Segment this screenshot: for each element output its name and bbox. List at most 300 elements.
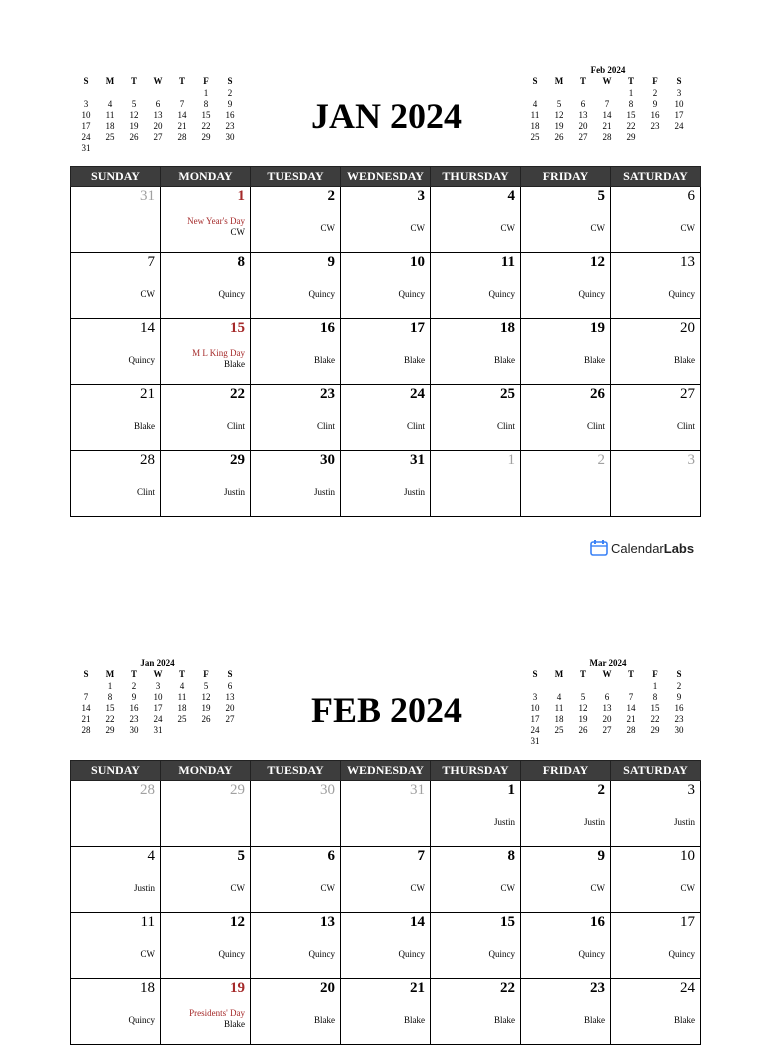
assignee-label: CW [320, 883, 335, 893]
day-number: 25 [500, 386, 515, 402]
day-number: 16 [590, 914, 605, 930]
assignee-label: Clint [136, 487, 155, 497]
calendar-logo-icon [590, 540, 608, 556]
day-number: 13 [320, 914, 335, 930]
day-number: 8 [237, 254, 245, 270]
day-number: 24 [410, 386, 425, 402]
assignee-label: Clint [676, 421, 695, 431]
mini-day: 21 [626, 714, 636, 724]
mini-weekday-header: T [178, 669, 185, 679]
assignee-label: Blake [404, 355, 425, 365]
mini-day: 6 [227, 681, 233, 691]
day-number: 16 [320, 320, 335, 336]
weekday-header: MONDAY [161, 167, 251, 187]
day-number: 2 [327, 188, 335, 204]
month-grid [70, 760, 701, 1045]
assignee-label: CW [410, 223, 425, 233]
mini-day: 21 [602, 121, 612, 131]
day-cell[interactable] [71, 913, 161, 979]
mini-day: 1 [652, 681, 658, 691]
day-cell[interactable] [611, 385, 701, 451]
mini-day: 13 [578, 110, 588, 120]
mini-day: 19 [554, 121, 564, 131]
day-cell[interactable] [161, 847, 251, 913]
assignee-label: CW [140, 289, 155, 299]
mini-weekday-header: M [554, 669, 564, 679]
week-row [71, 319, 701, 385]
day-cell[interactable] [71, 979, 161, 1045]
mini-weekday-header: W [153, 76, 163, 86]
day-cell[interactable] [341, 781, 431, 847]
day-number: 6 [327, 848, 335, 864]
week-row [71, 781, 701, 847]
day-number: 9 [597, 848, 605, 864]
day-cell[interactable] [431, 319, 521, 385]
day-cell[interactable] [521, 253, 611, 319]
day-number: 17 [410, 320, 425, 336]
mini-day: 7 [179, 99, 185, 109]
mini-day: 26 [129, 132, 139, 142]
mini-day: 31 [153, 725, 163, 735]
assignee-label: Blake [224, 359, 245, 369]
mini-day: 25 [105, 132, 115, 142]
mini-calendar-title: Jan 2024 [140, 658, 175, 668]
day-cell[interactable] [251, 979, 341, 1045]
mini-day: 25 [530, 132, 540, 142]
mini-day: 6 [580, 99, 586, 109]
week-row [71, 253, 701, 319]
day-cell[interactable] [161, 385, 251, 451]
weekday-header: SUNDAY [71, 167, 161, 187]
weekday-header: MONDAY [161, 761, 251, 781]
assignee-label: Clint [496, 421, 515, 431]
mini-day: 14 [602, 110, 612, 120]
assignee-label: Justin [133, 883, 155, 893]
mini-day: 4 [556, 692, 562, 702]
mini-day: 4 [107, 99, 113, 109]
calendarlabs-brand[interactable] [590, 539, 694, 557]
mini-day: 10 [674, 99, 684, 109]
mini-weekday-header: T [130, 669, 137, 679]
assignee-label: Blake [674, 355, 695, 365]
day-number: 13 [680, 254, 695, 270]
mini-day: 6 [155, 99, 161, 109]
mini-day: 2 [131, 681, 137, 691]
day-cell[interactable] [251, 781, 341, 847]
day-number: 26 [590, 386, 605, 402]
day-cell[interactable] [71, 781, 161, 847]
mini-day: 16 [674, 703, 684, 713]
day-cell[interactable] [521, 187, 611, 253]
mini-calendar-title: Feb 2024 [590, 65, 626, 75]
mini-day: 8 [628, 99, 634, 109]
mini-weekday-header: M [105, 76, 115, 86]
assignee-label: Clint [406, 421, 425, 431]
day-number: 28 [140, 782, 155, 798]
mini-day: 23 [674, 714, 684, 724]
mini-day: 3 [83, 99, 89, 109]
day-number: 5 [597, 188, 605, 204]
day-cell[interactable] [431, 451, 521, 517]
mini-day: 23 [650, 121, 660, 131]
mini-day: 29 [201, 132, 211, 142]
mini-day: 27 [602, 725, 612, 735]
week-row [71, 913, 701, 979]
mini-day: 14 [626, 703, 636, 713]
day-cell[interactable] [431, 385, 521, 451]
mini-day: 16 [650, 110, 660, 120]
weekday-header: SATURDAY [611, 761, 701, 781]
mini-day: 7 [604, 99, 610, 109]
mini-weekday-header: T [130, 76, 137, 86]
day-number: 28 [140, 452, 155, 468]
mini-weekday-header: W [602, 669, 612, 679]
day-number: 15 [230, 320, 245, 336]
weekday-header: SATURDAY [611, 167, 701, 187]
day-number: 21 [410, 980, 425, 996]
mini-day: 18 [177, 703, 187, 713]
day-cell[interactable] [341, 913, 431, 979]
assignee-label: Quincy [398, 289, 425, 299]
weekday-header-row [71, 167, 701, 187]
day-cell[interactable] [341, 847, 431, 913]
day-number: 27 [680, 386, 695, 402]
assignee-label: CW [230, 227, 245, 237]
assignee-label: CW [230, 883, 245, 893]
day-number: 12 [590, 254, 605, 270]
mini-day: 25 [177, 714, 187, 724]
mini-day: 30 [129, 725, 139, 735]
brand-name-light: Calendar [611, 540, 664, 556]
mini-day: 2 [676, 681, 682, 691]
day-cell[interactable] [161, 781, 251, 847]
day-number: 31 [410, 782, 425, 798]
assignee-label: Quincy [398, 949, 425, 959]
day-cell[interactable] [521, 319, 611, 385]
mini-calendar-title: Mar 2024 [589, 658, 627, 668]
day-number: 21 [140, 386, 155, 402]
mini-day: 21 [177, 121, 187, 131]
mini-day: 14 [81, 703, 91, 713]
assignee-label: Blake [314, 355, 335, 365]
mini-day: 17 [674, 110, 684, 120]
mini-day: 11 [177, 692, 187, 702]
weekday-header: WEDNESDAY [341, 761, 431, 781]
weekday-header-row [71, 761, 701, 781]
day-number: 2 [597, 452, 605, 468]
day-number: 10 [410, 254, 425, 270]
mini-day: 26 [554, 132, 564, 142]
day-number: 18 [500, 320, 515, 336]
mini-day: 5 [580, 692, 586, 702]
mini-weekday-header: M [105, 669, 115, 679]
weekday-header: THURSDAY [431, 761, 521, 781]
mini-day: 7 [83, 692, 89, 702]
mini-day: 15 [626, 110, 636, 120]
mini-day: 2 [652, 88, 658, 98]
assignee-label: Quincy [218, 949, 245, 959]
assignee-label: Blake [314, 1015, 335, 1025]
day-number: 30 [320, 452, 335, 468]
assignee-label: Blake [134, 421, 155, 431]
assignee-label: CW [140, 949, 155, 959]
day-cell[interactable] [251, 451, 341, 517]
mini-day: 10 [153, 692, 163, 702]
mini-day: 24 [153, 714, 163, 724]
assignee-label: Justin [223, 487, 245, 497]
day-cell[interactable] [611, 187, 701, 253]
assignee-label: Justin [313, 487, 335, 497]
day-cell[interactable] [251, 913, 341, 979]
day-number: 3 [417, 188, 425, 204]
mini-day: 29 [650, 725, 660, 735]
mini-day: 29 [626, 132, 636, 142]
mini-day: 12 [554, 110, 564, 120]
day-cell[interactable] [521, 451, 611, 517]
day-cell[interactable] [341, 979, 431, 1045]
mini-day: 26 [578, 725, 588, 735]
mini-weekday-header: T [627, 669, 634, 679]
day-number: 30 [320, 782, 335, 798]
day-number: 2 [597, 782, 605, 798]
mini-calendar-prev [77, 65, 238, 160]
assignee-label: Quincy [488, 289, 515, 299]
day-number: 22 [230, 386, 245, 402]
day-cell[interactable] [251, 187, 341, 253]
day-number: 4 [507, 188, 515, 204]
mini-day: 22 [201, 121, 211, 131]
assignee-label: Blake [494, 355, 515, 365]
mini-day: 3 [676, 88, 682, 98]
day-number: 29 [230, 452, 245, 468]
mini-day: 30 [225, 132, 235, 142]
assignee-label: Blake [674, 1015, 695, 1025]
day-cell[interactable] [431, 187, 521, 253]
day-cell[interactable] [611, 979, 701, 1045]
day-cell[interactable] [161, 913, 251, 979]
day-cell[interactable] [611, 451, 701, 517]
mini-day: 16 [225, 110, 235, 120]
day-number: 20 [680, 320, 695, 336]
mini-day: 9 [227, 99, 233, 109]
assignee-label: CW [320, 223, 335, 233]
day-cell[interactable] [161, 979, 251, 1045]
mini-day: 12 [578, 703, 588, 713]
mini-day: 1 [203, 88, 209, 98]
mini-day: 26 [201, 714, 211, 724]
mini-day: 18 [530, 121, 540, 131]
mini-weekday-header: T [178, 76, 185, 86]
mini-day: 13 [602, 703, 612, 713]
mini-weekday-header: S [532, 76, 538, 86]
weekday-header: TUESDAY [251, 167, 341, 187]
weekday-header: FRIDAY [521, 761, 611, 781]
mini-weekday-header: F [652, 669, 658, 679]
mini-weekday-header: F [203, 669, 209, 679]
mini-day: 9 [676, 692, 682, 702]
day-cell[interactable] [431, 979, 521, 1045]
assignee-label: Quincy [668, 289, 695, 299]
assignee-label: Quincy [578, 949, 605, 959]
mini-day: 25 [554, 725, 564, 735]
mini-day: 20 [602, 714, 612, 724]
holiday-label: Presidents' Day [189, 1008, 245, 1018]
assignee-label: CW [680, 883, 695, 893]
week-row [71, 385, 701, 451]
mini-calendar-next [526, 65, 690, 150]
day-number: 3 [687, 452, 695, 468]
mini-day: 18 [554, 714, 564, 724]
day-cell[interactable] [521, 913, 611, 979]
day-number: 24 [680, 980, 695, 996]
week-row [71, 847, 701, 913]
day-cell[interactable] [251, 385, 341, 451]
mini-day: 24 [530, 725, 540, 735]
day-cell[interactable] [71, 385, 161, 451]
day-cell[interactable] [71, 451, 161, 517]
day-cell[interactable] [431, 781, 521, 847]
day-number: 19 [590, 320, 605, 336]
week-row [71, 979, 701, 1045]
mini-day: 28 [177, 132, 187, 142]
mini-day: 21 [81, 714, 91, 724]
mini-weekday-header: S [227, 669, 233, 679]
day-cell[interactable] [521, 781, 611, 847]
mini-weekday-header: T [579, 669, 586, 679]
assignee-label: CW [590, 883, 605, 893]
mini-day: 16 [129, 703, 139, 713]
day-cell[interactable] [251, 319, 341, 385]
assignee-label: Justin [493, 817, 515, 827]
assignee-label: Quincy [128, 1015, 155, 1025]
mini-weekday-header: S [676, 669, 682, 679]
day-number: 15 [500, 914, 515, 930]
day-cell[interactable] [521, 847, 611, 913]
month-title: JAN 2024 [311, 96, 462, 136]
day-cell[interactable] [431, 847, 521, 913]
day-cell[interactable] [71, 253, 161, 319]
day-cell[interactable] [71, 319, 161, 385]
day-cell[interactable] [611, 319, 701, 385]
month-grid [70, 166, 701, 517]
mini-day: 27 [578, 132, 588, 142]
assignee-label: CW [590, 223, 605, 233]
day-cell[interactable] [611, 781, 701, 847]
mini-day: 12 [129, 110, 139, 120]
brand-name-bold: Labs [663, 540, 695, 556]
day-number: 20 [320, 980, 335, 996]
assignee-label: Quincy [218, 289, 245, 299]
day-cell[interactable] [341, 319, 431, 385]
mini-day: 11 [554, 703, 564, 713]
mini-day: 1 [107, 681, 113, 691]
mini-day: 23 [225, 121, 235, 131]
day-cell[interactable] [341, 451, 431, 517]
mini-day: 20 [578, 121, 588, 131]
mini-day: 6 [604, 692, 610, 702]
mini-day: 4 [532, 99, 538, 109]
mini-weekday-header: T [579, 76, 586, 86]
day-cell[interactable] [341, 253, 431, 319]
week-row [71, 451, 701, 517]
day-cell[interactable] [251, 847, 341, 913]
day-cell[interactable] [611, 253, 701, 319]
assignee-label: CW [680, 223, 695, 233]
mini-day: 11 [105, 110, 115, 120]
day-cell[interactable] [431, 913, 521, 979]
mini-day: 29 [105, 725, 115, 735]
assignee-label: Justin [403, 487, 425, 497]
assignee-label: Quincy [488, 949, 515, 959]
day-cell[interactable] [161, 451, 251, 517]
mini-day: 18 [105, 121, 115, 131]
mini-day: 9 [131, 692, 137, 702]
mini-day: 12 [201, 692, 211, 702]
mini-day: 17 [153, 703, 163, 713]
mini-day: 10 [530, 703, 540, 713]
mini-day: 8 [652, 692, 658, 702]
day-number: 22 [500, 980, 515, 996]
day-cell[interactable] [611, 913, 701, 979]
mini-day: 17 [530, 714, 540, 724]
day-cell[interactable] [71, 847, 161, 913]
mini-day: 24 [674, 121, 684, 131]
assignee-label: Quincy [668, 949, 695, 959]
day-number: 29 [230, 782, 245, 798]
day-number: 1 [507, 782, 515, 798]
day-number: 31 [410, 452, 425, 468]
mini-day: 8 [107, 692, 113, 702]
day-cell[interactable] [161, 319, 251, 385]
day-cell[interactable] [251, 253, 341, 319]
mini-day: 19 [129, 121, 139, 131]
assignee-label: Clint [226, 421, 245, 431]
day-cell[interactable] [521, 979, 611, 1045]
day-cell[interactable] [341, 385, 431, 451]
day-cell[interactable] [431, 253, 521, 319]
day-cell[interactable] [71, 187, 161, 253]
weekday-header: WEDNESDAY [341, 167, 431, 187]
day-number: 9 [327, 254, 335, 270]
month-title: FEB 2024 [311, 690, 463, 730]
assignee-label: Quincy [308, 949, 335, 959]
day-cell[interactable] [161, 187, 251, 253]
mini-day: 7 [628, 692, 634, 702]
mini-day: 14 [177, 110, 187, 120]
day-cell[interactable] [341, 187, 431, 253]
mini-weekday-header: W [602, 76, 612, 86]
mini-weekday-header: S [676, 76, 682, 86]
day-number: 12 [230, 914, 245, 930]
mini-day: 13 [225, 692, 235, 702]
mini-day: 2 [227, 88, 233, 98]
mini-day: 27 [153, 132, 163, 142]
mini-day: 24 [81, 132, 91, 142]
day-cell[interactable] [161, 253, 251, 319]
assignee-label: Quincy [578, 289, 605, 299]
day-cell[interactable] [521, 385, 611, 451]
assignee-label: CW [410, 883, 425, 893]
mini-day: 15 [105, 703, 115, 713]
mini-weekday-header: F [203, 76, 209, 86]
day-cell[interactable] [611, 847, 701, 913]
mini-weekday-header: F [652, 76, 658, 86]
assignee-label: Blake [494, 1015, 515, 1025]
holiday-label: M L King Day [192, 348, 245, 358]
mini-day: 15 [201, 110, 211, 120]
mini-weekday-header: M [554, 76, 564, 86]
mini-day: 13 [153, 110, 163, 120]
